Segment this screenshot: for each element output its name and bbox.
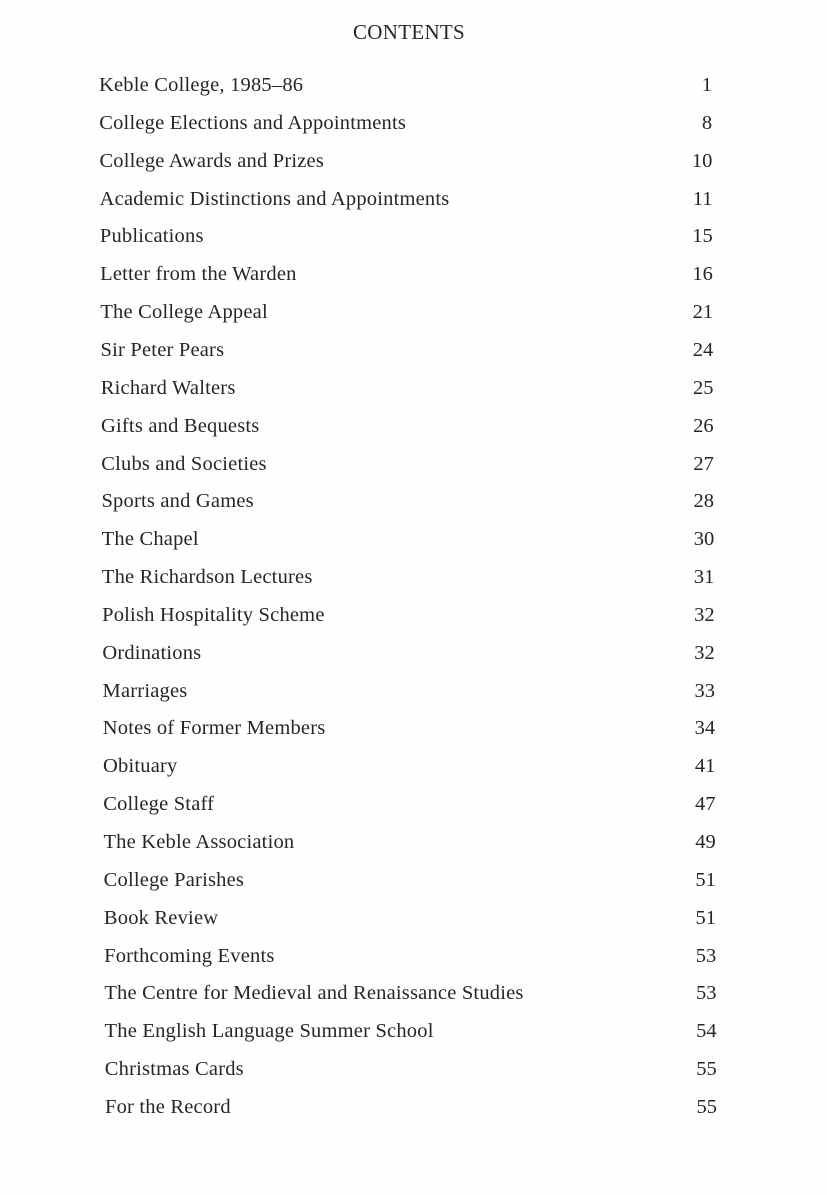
toc-entry-page-number: 51	[695, 868, 716, 891]
toc-entry-page-number: 53	[695, 982, 717, 1005]
toc-entry	[100, 221, 713, 251]
toc-entry	[104, 865, 716, 895]
toc-entry-title: Sports and Games	[101, 490, 254, 513]
toc-entry	[100, 297, 713, 327]
toc-entry-title: Academic Distinctions and Appointments	[99, 187, 450, 210]
toc-entry-page-number: 8	[701, 111, 713, 134]
toc-entry-page-number: 16	[692, 263, 713, 286]
toc-entry-title: Sir Peter Pears	[100, 338, 225, 361]
toc-entry-title: College Elections and Appointments	[99, 111, 407, 134]
toc-entry-title: The Centre for Medieval and Renaissance Studies	[104, 982, 524, 1005]
toc-entry-page-number: 27	[693, 452, 714, 475]
toc-entry-title: Obituary	[103, 755, 178, 778]
toc-entry-page-number: 49	[695, 831, 716, 853]
toc-entry-title: Richard Walters	[100, 376, 236, 399]
toc-entry	[101, 335, 714, 365]
toc-entry-title: The College Appeal	[100, 301, 268, 324]
toc-entry-page-number: 32	[694, 641, 715, 664]
toc-entry	[102, 562, 715, 592]
toc-entry	[104, 941, 716, 971]
toc-entry-page-number: 11	[692, 187, 713, 210]
page-title: CONTENTS	[352, 20, 466, 44]
toc-entry-page-number: 21	[692, 301, 714, 324]
toc-entry-page-number: 55	[696, 1095, 717, 1118]
toc-entry	[101, 486, 714, 516]
toc-entry-page-number: 53	[695, 944, 717, 967]
toc-entry	[105, 1016, 717, 1046]
toc-entry	[101, 449, 714, 479]
toc-entry-title: Gifts and Bequests	[101, 414, 260, 437]
toc-entry-title: The Chapel	[101, 528, 199, 551]
toc-entry-page-number: 24	[692, 338, 714, 361]
toc-entry-title: Keble College, 1985–86	[99, 74, 304, 96]
toc-entry-page-number: 47	[695, 793, 716, 816]
toc-entry-page-number: 51	[695, 906, 717, 929]
toc-entry	[100, 184, 713, 214]
toc-entry	[103, 713, 715, 743]
toc-entry-page-number: 34	[694, 717, 716, 740]
toc-entry-title: Marriages	[102, 679, 188, 702]
toc-entry	[102, 638, 714, 668]
toc-entry	[99, 146, 712, 176]
toc-entry	[102, 524, 715, 554]
toc-entry-title: The Richardson Lectures	[101, 566, 313, 589]
toc-entry-title: Clubs and Societies	[101, 452, 267, 475]
toc-entry-page-number: 30	[693, 528, 715, 551]
toc-entry-page-number: 32	[694, 603, 715, 626]
toc-entry-title: Letter from the Warden	[100, 263, 297, 286]
toc-entry-title: Ordinations	[102, 641, 202, 664]
toc-entry-title: For the Record	[105, 1095, 231, 1118]
toc-entry-title: Christmas Cards	[104, 1058, 244, 1081]
toc-entry	[101, 411, 714, 441]
toc-entry	[103, 676, 715, 706]
toc-entry	[103, 827, 715, 857]
toc-entry-page-number: 31	[693, 566, 715, 589]
toc-entry-page-number: 15	[692, 225, 713, 248]
toc-entry-title: College Parishes	[103, 868, 245, 891]
toc-entry	[104, 978, 716, 1008]
toc-entry	[105, 1054, 717, 1084]
toc-entry-page-number: 1	[701, 74, 712, 96]
toc-entry	[100, 259, 713, 289]
toc-entry-title: College Staff	[103, 793, 215, 816]
toc-entry-title: College Awards and Prizes	[99, 149, 325, 172]
toc-entry-page-number: 25	[692, 376, 714, 399]
toc-entry-page-number: 54	[696, 1020, 717, 1043]
toc-entry-page-number: 26	[693, 414, 714, 437]
toc-entry	[99, 108, 712, 138]
toc-entry	[101, 373, 714, 403]
toc-entry-title: Forthcoming Events	[104, 944, 275, 967]
toc-entry-page-number: 28	[693, 490, 715, 513]
toc-entry	[104, 903, 716, 933]
toc-entry-title: The Keble Association	[103, 831, 295, 853]
toc-entry-page-number: 55	[696, 1058, 717, 1081]
toc-entry-title: Notes of Former Members	[102, 717, 326, 740]
toc-entry	[99, 70, 712, 100]
toc-entry-title: Polish Hospitality Scheme	[102, 603, 325, 626]
toc-entry-title: Publications	[99, 225, 204, 248]
toc-entry	[102, 600, 714, 630]
toc-entry-page-number: 33	[694, 679, 715, 702]
toc-entry	[103, 789, 715, 819]
toc-entry-title: The English Language Summer School	[104, 1020, 434, 1043]
toc-entry-page-number: 10	[691, 149, 713, 172]
toc-entry-page-number: 41	[694, 755, 716, 778]
toc-entry	[103, 751, 715, 781]
toc-entry-title: Book Review	[103, 906, 219, 929]
toc-entry	[105, 1092, 717, 1122]
